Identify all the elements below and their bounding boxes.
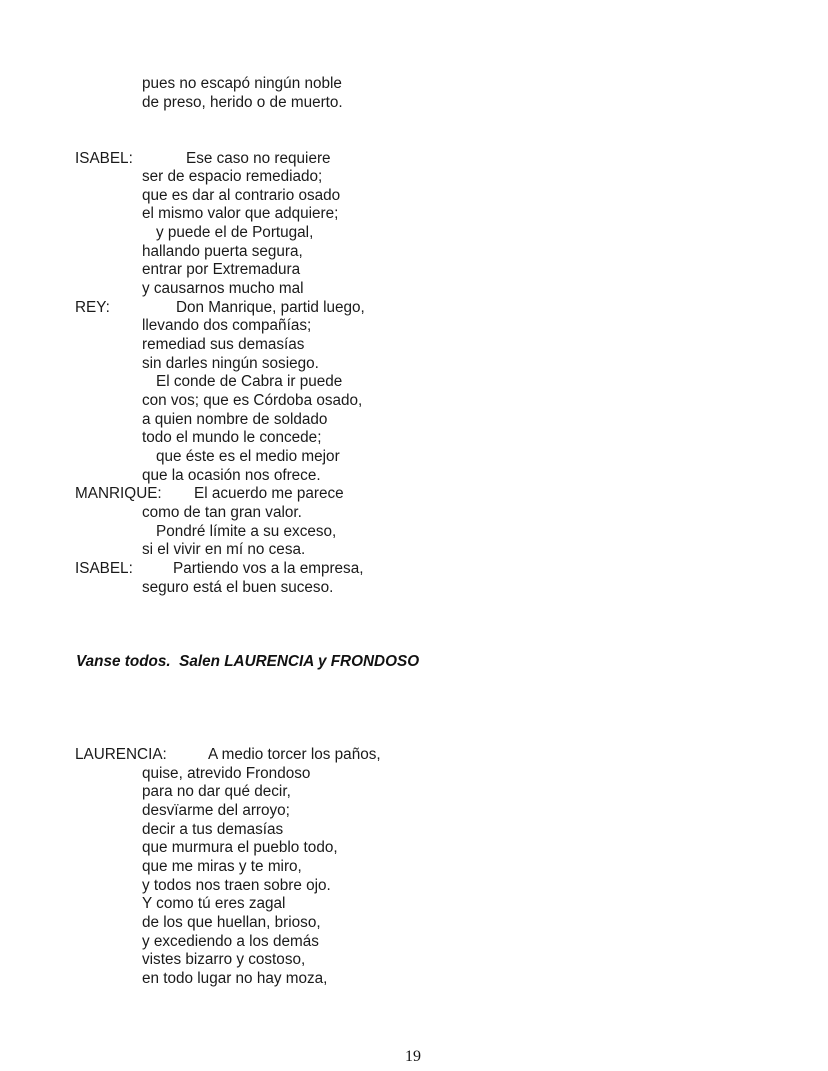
verse-line: pues no escapó ningún noble <box>142 75 342 92</box>
verse-line: seguro está el buen suceso. <box>142 579 334 596</box>
verse-line: que la ocasión nos ofrece. <box>142 467 321 484</box>
verse-line: con vos; que es Córdoba osado, <box>142 392 363 409</box>
verse-line: y todos nos traen sobre ojo. <box>142 877 331 894</box>
verse-line: y puede el de Portugal, <box>156 224 314 241</box>
verse-line: quise, atrevido Frondoso <box>142 765 311 782</box>
verse-line: Ese caso no requiere <box>186 150 331 167</box>
verse-line: como de tan gran valor. <box>142 504 302 521</box>
verse-line: para no dar qué decir, <box>142 783 291 800</box>
verse-line: decir a tus demasías <box>142 821 284 838</box>
verse-line: Partiendo vos a la empresa, <box>173 560 364 577</box>
speaker-label: ISABEL: <box>75 150 133 167</box>
verse-line: A medio torcer los paños, <box>208 746 381 763</box>
speaker-label: MANRIQUE: <box>75 485 162 502</box>
verse-line: todo el mundo le concede; <box>142 429 322 446</box>
verse-line: que murmura el pueblo todo, <box>142 839 338 856</box>
verse-line: de preso, herido o de muerto. <box>142 94 343 111</box>
stage-direction: Vanse todos. Salen LAURENCIA y FRONDOSO <box>76 653 420 670</box>
verse-line: sin darles ningún sosiego. <box>142 355 319 372</box>
verse-line: llevando dos compañías; <box>142 317 312 334</box>
verse-line: vistes bizarro y costoso, <box>142 951 306 968</box>
verse-line: si el vivir en mí no cesa. <box>142 541 306 558</box>
verse-line: y causarnos mucho mal <box>142 280 304 297</box>
verse-line: Pondré límite a su exceso, <box>156 523 337 540</box>
verse-line: ser de espacio remediado; <box>142 168 323 185</box>
verse-line: El acuerdo me parece <box>194 485 344 502</box>
verse-line: que me miras y te miro, <box>142 858 302 875</box>
verse-line: que éste es el medio mejor <box>156 448 340 465</box>
speaker-label: REY: <box>75 299 110 316</box>
verse-line: en todo lugar no hay moza, <box>142 970 328 987</box>
verse-line: que es dar al contrario osado <box>142 187 341 204</box>
verse-line: el mismo valor que adquiere; <box>142 205 339 222</box>
verse-line: y excediendo a los demás <box>142 933 319 950</box>
verse-line: hallando puerta segura, <box>142 243 303 260</box>
verse-line: entrar por Extremadura <box>142 261 301 278</box>
speaker-label: LAURENCIA: <box>75 746 167 763</box>
page-number: 19 <box>405 1048 421 1065</box>
speaker-label: ISABEL: <box>75 560 133 577</box>
verse-line: desvïarme del arroyo; <box>142 802 290 819</box>
verse-line: Don Manrique, partid luego, <box>176 299 365 316</box>
verse-line: de los que huellan, brioso, <box>142 914 321 931</box>
verse-line: El conde de Cabra ir puede <box>156 373 343 390</box>
verse-line: remediad sus demasías <box>142 336 305 353</box>
verse-line: Y como tú eres zagal <box>142 895 286 912</box>
verse-line: a quien nombre de soldado <box>142 411 328 428</box>
